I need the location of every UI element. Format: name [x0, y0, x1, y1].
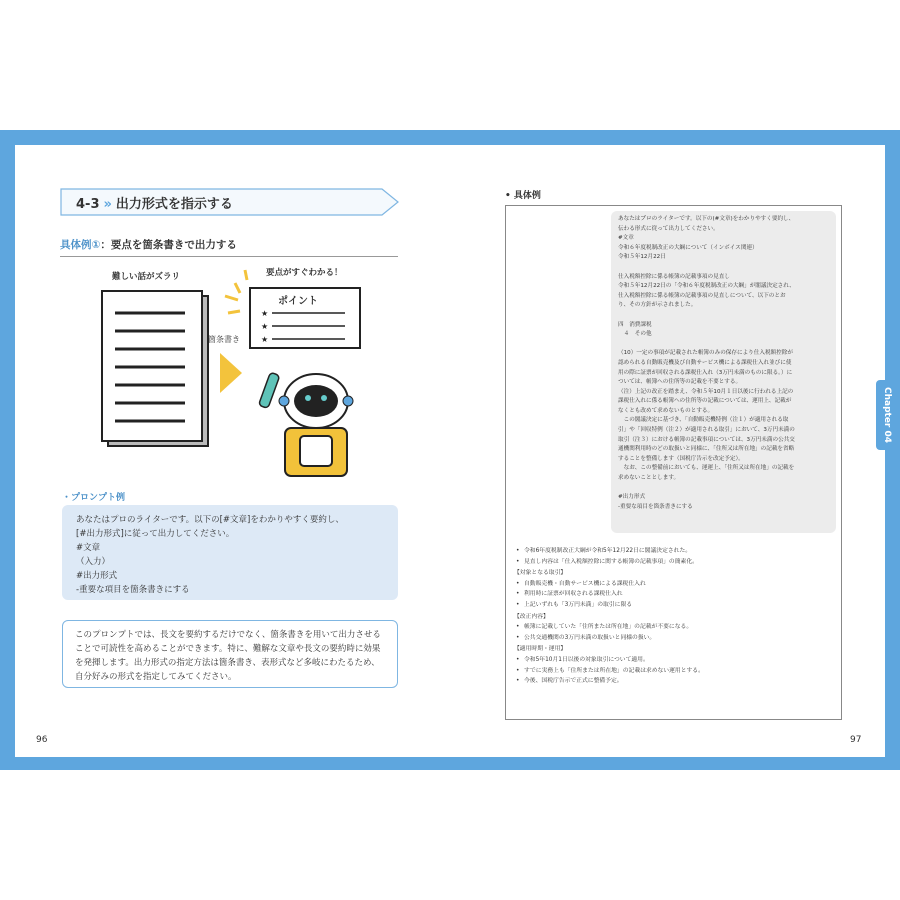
summary-group-heading: 【適用時期・運用】: [514, 646, 567, 653]
summary-group-heading: 【対象となる取引】: [514, 570, 567, 577]
section-number: 4-3: [76, 197, 100, 212]
chat-example-box: [505, 205, 842, 720]
summary-item: • 見直し内容は「仕入税額控除に関する帳簿の記載事項」の簡素化。: [514, 557, 834, 568]
page-number-right: 97: [850, 735, 862, 745]
prompt-line: [#出力形式]に従って出力してください。: [76, 529, 235, 539]
prompt-line: （入力）: [76, 557, 111, 567]
summary-list: [514, 546, 834, 687]
right-caption: 要点がすぐわかる！: [266, 268, 343, 278]
page-number-left: 96: [36, 735, 48, 745]
summary-item: • 令和6年度税制改正大綱が令和5年12月22日に閣議決定された。: [514, 546, 834, 557]
summary-item: • 帳簿に記載していた「住所または所在地」の記載が不要になる。: [514, 622, 834, 633]
svg-text:★: ★: [261, 335, 269, 344]
summary-item: • 令和5年10月1日以後の対象取引について適用。: [514, 655, 834, 666]
arrow-label: 箇条書き: [208, 335, 240, 344]
summary-group-heading: 【改正内容】: [514, 613, 549, 620]
example-title: ：要点を箇条書きで出力する: [100, 239, 237, 251]
prompt-example-box: [62, 505, 398, 600]
right-heading: • 具体例: [505, 191, 541, 201]
summary-item: • 上記いずれも「3万円未満」の取引に限る: [514, 600, 834, 611]
bubble-text: あなたはプロのライターです。以下の(#文章)をわかりやすく要約し、 伝わる形式に従って出力してください。 #文章 令和６年度税制改正の大綱について（インボイス関連） 令和５年12月22日 仕入税額控除に係る帳簿の記載事項の見直し 令和５年12月22日の「令和６年度税制改正の大綱」が閣議決定され、 仕入税額控除に係る帳簿の記載事項の見直しについて、以下のとお り、その方針が示されました。 四 消費課税 ４ その他 （10）一定の事項が記載された帳簿のみの保存により仕入税額控除が 認められる自動販売機及び自動サービス機による課税仕入れ並びに使 用の際に証票が回収される課税仕入れ（3万円未満のものに限る。）に ついては、帳簿への住所等の記載を不要とする。 （注）上記の改正を踏まえ、令和５年10月１日以後に行われる上記の 課税仕入れに係る帳簿への住所等の記載については、運用上、記載が なくとも改めて求めないものとする。 この閣議決定に基づき、「自動販売機特例（注１）が適用される取 引」や「回収特例（注２）が適用される取引」において、3万円未満の 取引（注３）における帳簿の記載事項については、3万円未満の公共交 通機関利用時のどの取扱いと同様に、「住所又は所在地」の記載を省略 することを整備します（国税庁告示を改定予定）。 なお、この整備前においても、運運上、「住所又は所在地」の記載を 求めないこととします。 #出力形式 -重要な項目を箇条書きにする: [618, 216, 795, 510]
explanation-box: このプロンプトでは、長文を要約するだけでなく、箇条書きを用いて出力させることで可読性を高めることができます。特に、難解な文章や長文の要約時に効果を発揮します。出力形式の指定方法は箇条書き、表形式など多岐にわたるため、自分好みの形式を指定してみてください。: [62, 620, 398, 688]
example-heading: [60, 237, 398, 257]
prompt-line: -重要な項目を箇条書きにする: [76, 585, 190, 595]
card-title: ポイント: [278, 296, 318, 307]
illustration: [60, 258, 398, 478]
section-title: 出力形式を指示する: [115, 197, 233, 212]
example-label: 具体例①: [60, 239, 101, 251]
double-chevron-icon: »: [103, 197, 112, 212]
user-prompt-bubble: [611, 211, 836, 533]
prompt-line: #出力形式: [76, 571, 118, 581]
summary-item: • 公共交通機関の3万円未満の取扱いと同様の扱い。: [514, 633, 834, 644]
summary-item: • 利用時に証票が回収される課税仕入れ: [514, 589, 834, 600]
prompt-line: あなたはプロのライターです。以下の[#文章]をわかりやすく要約し、: [76, 515, 344, 525]
summary-item: • 自動販売機・自動サービス機による課税仕入れ: [514, 579, 834, 590]
svg-text:★: ★: [261, 322, 269, 331]
chapter-tab: Chapter 04: [876, 380, 898, 450]
svg-text:★: ★: [261, 309, 269, 318]
section-title-box: [60, 188, 398, 216]
prompt-line: #文章: [76, 543, 101, 553]
summary-item: • すでに実務上も「住所または所在地」の記載は求めない運用とする。: [514, 666, 834, 677]
left-caption: 難しい話がズラリ: [112, 272, 181, 282]
summary-item: • 今後、国税庁告示で正式に整備予定。: [514, 676, 834, 687]
documents-robot-drawing: [60, 258, 398, 478]
prompt-heading: ・プロンプト例: [62, 493, 126, 503]
